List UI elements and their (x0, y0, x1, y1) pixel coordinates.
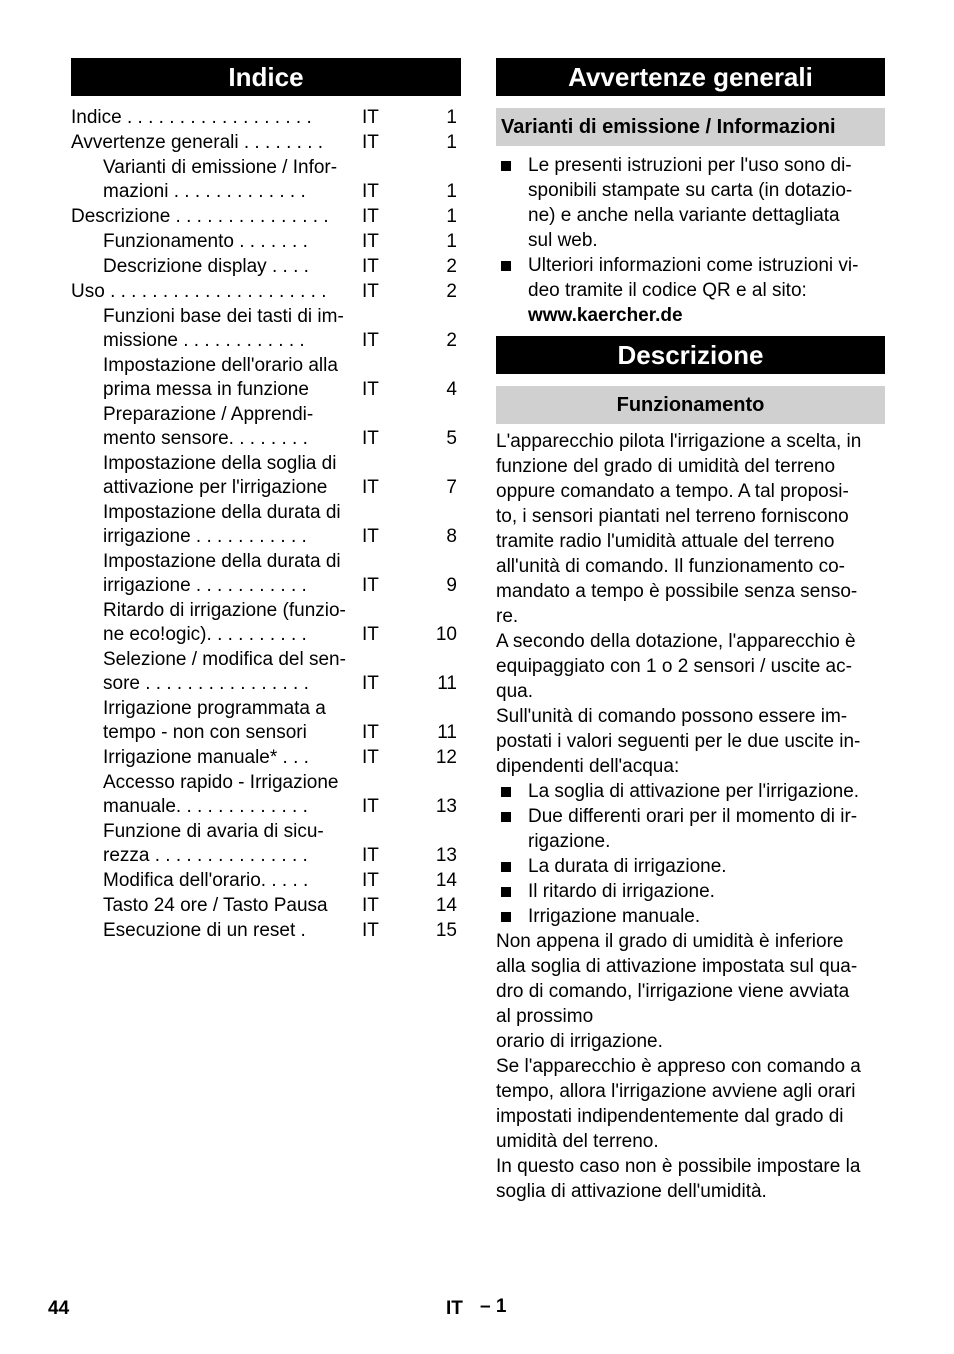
toc-entry-title: Modifica dell'orario. . . . . (103, 870, 309, 891)
page-number: 44 (48, 1298, 70, 1319)
toc-entry-page: 1 (446, 181, 457, 202)
bullet-item (496, 904, 885, 929)
square-bullet-icon (501, 912, 511, 922)
toc-entry-page: 9 (446, 575, 457, 596)
toc-entry[interactable] (71, 919, 461, 943)
bullet-text: Due differenti orari per il momento di ir- rigazione. (528, 806, 858, 852)
general-notes-list (496, 153, 885, 303)
toc-entry[interactable] (71, 599, 461, 647)
toc-entry[interactable] (71, 648, 461, 696)
right-column (496, 58, 885, 1204)
website-link[interactable]: www.kaercher.de (528, 305, 683, 326)
toc-entry-title: Preparazione / Apprendi- mento sensore. . . . . . . . (103, 404, 314, 449)
footer-page-ref: – 1 (480, 1296, 507, 1317)
toc-entry[interactable] (71, 452, 461, 500)
toc-entry-page: 10 (435, 624, 457, 645)
square-bullet-icon (501, 787, 511, 797)
toc-entry-title: Impostazione dell'orario alla prima messa in funzione (103, 355, 338, 400)
toc-entry-language: IT (362, 206, 379, 227)
paragraph: Se l'apparecchio è appreso con comando a tempo, allora l'irrigazione avviene agli orari impostati indipendentemente dal grado di umidità del terreno. (496, 1056, 861, 1152)
bullet-item (496, 854, 885, 879)
footer-language: IT (446, 1298, 463, 1319)
toc-entry[interactable] (71, 869, 461, 893)
toc-entry-title: Avvertenze generali . . . . . . . . (71, 132, 324, 153)
toc-entry-language: IT (362, 920, 379, 941)
toc-entry[interactable] (71, 894, 461, 918)
toc-entry-language: IT (362, 132, 379, 153)
toc-entry-page: 2 (446, 281, 457, 302)
settings-list (496, 779, 885, 929)
paragraph: A secondo della dotazione, l'apparecchio è equipaggiato con 1 o 2 sensori / uscite ac- qua. (496, 631, 856, 702)
bullet-item (496, 879, 885, 904)
toc-entry[interactable] (71, 255, 461, 279)
toc-entry-language: IT (362, 624, 379, 645)
toc-entry-title: Descrizione display . . . . (103, 256, 309, 277)
toc-entry-title: Esecuzione di un reset . (103, 920, 306, 941)
toc-entry[interactable] (71, 106, 461, 130)
toc-entry[interactable] (71, 501, 461, 549)
bullet-text: Il ritardo di irrigazione. (528, 881, 715, 902)
toc-entry[interactable] (71, 354, 461, 402)
toc-entry-language: IT (362, 231, 379, 252)
bullet-item (496, 153, 885, 253)
toc-entry-page: 14 (435, 870, 457, 891)
paragraph: L'apparecchio pilota l'irrigazione a scelta, in funzione del grado di umidità del terreno oppure comandato a tempo. A tal proposi- to, i sensori piantati nel terreno forniscono tramite radio l'umidità attuale del terreno all'unità di comando. Il funzionamento co- mandato a tempo è possibile senza senso- re. (496, 431, 862, 627)
description-heading: Descrizione (496, 336, 885, 374)
toc-entry-title: Funzione di avaria di sicu- rezza . . . . . . . . . . . . . . . (103, 821, 324, 866)
toc-entry-language: IT (362, 379, 379, 400)
toc-entry-title: Irrigazione manuale* . . . (103, 747, 309, 768)
toc-entry-page: 7 (446, 477, 457, 498)
description-body (496, 429, 885, 1204)
toc-entry[interactable] (71, 820, 461, 868)
toc-entry-title: Impostazione della durata di irrigazione . . . . . . . . . . . (103, 551, 341, 596)
toc-entry-language: IT (362, 747, 379, 768)
toc-entry-language: IT (362, 281, 379, 302)
toc-entry-page: 4 (446, 379, 457, 400)
toc-entry[interactable] (71, 230, 461, 254)
paragraph: Non appena il grado di umidità è inferiore alla soglia di attivazione impostata sul qua- dro di comando, l'irrigazione viene avviata al prossimo orario di irrigazione. (496, 931, 858, 1052)
toc-entry[interactable] (71, 131, 461, 155)
toc-entry-language: IT (362, 722, 379, 743)
toc-entry-page: 5 (446, 428, 457, 449)
toc-entry-title: Indice . . . . . . . . . . . . . . . . . . (71, 107, 312, 128)
toc-entry-page: 2 (446, 330, 457, 351)
toc-entry-language: IT (362, 181, 379, 202)
toc-entry-title: Accesso rapido - Irrigazione manuale. . . . . . . . . . . . . (103, 772, 339, 817)
toc-entry-language: IT (362, 107, 379, 128)
toc-entry-language: IT (362, 870, 379, 891)
toc-entry-language: IT (362, 428, 379, 449)
toc-entry-title: Irrigazione programmata a tempo - non con sensori (103, 698, 326, 743)
square-bullet-icon (501, 261, 511, 271)
table-of-contents (71, 106, 461, 943)
toc-entry-language: IT (362, 575, 379, 596)
bullet-text: La soglia di attivazione per l'irrigazione. (528, 781, 860, 802)
toc-entry-title: Ritardo di irrigazione (funzio- ne eco!ogic). . . . . . . . . . (103, 600, 346, 645)
left-column (71, 58, 461, 944)
toc-entry-page: 1 (446, 107, 457, 128)
toc-entry-page: 12 (435, 747, 457, 768)
toc-entry-title: Uso . . . . . . . . . . . . . . . . . . . . . (71, 281, 327, 302)
toc-entry[interactable] (71, 403, 461, 451)
square-bullet-icon (501, 812, 511, 822)
toc-entry[interactable] (71, 550, 461, 598)
function-subheading: Funzionamento (496, 386, 885, 424)
toc-entry-title: Tasto 24 ore / Tasto Pausa (103, 895, 328, 916)
toc-entry-language: IT (362, 330, 379, 351)
toc-entry-language: IT (362, 796, 379, 817)
toc-entry-page: 8 (446, 526, 457, 547)
toc-entry[interactable] (71, 746, 461, 770)
toc-entry-page: 13 (435, 796, 457, 817)
toc-entry-page: 14 (435, 895, 457, 916)
toc-entry[interactable] (71, 771, 461, 819)
bullet-text: La durata di irrigazione. (528, 856, 727, 877)
toc-entry-title: Funzionamento . . . . . . . (103, 231, 308, 252)
toc-entry-page: 1 (446, 132, 457, 153)
toc-entry-title: Varianti di emissione / Infor- mazioni . . . . . . . . . . . . . (103, 157, 338, 202)
bullet-item (496, 253, 885, 303)
output-variants-subheading: Varianti di emissione / Informazioni (496, 108, 885, 146)
toc-entry-language: IT (362, 895, 379, 916)
toc-entry-language: IT (362, 526, 379, 547)
toc-entry-title: Funzioni base dei tasti di im- missione . . . . . . . . . . . . (103, 306, 344, 351)
toc-entry[interactable] (71, 156, 461, 204)
index-heading: Indice (71, 58, 461, 96)
bullet-item (496, 779, 885, 804)
toc-entry-page: 1 (446, 231, 457, 252)
toc-entry-page: 13 (435, 845, 457, 866)
toc-entry-page: 1 (446, 206, 457, 227)
toc-entry-page: 11 (437, 673, 457, 694)
toc-entry-title: Selezione / modifica del sen- sore . . . . . . . . . . . . . . . . (103, 649, 346, 694)
bullet-text: Le presenti istruzioni per l'uso sono di- sponibili stampate su carta (in dotazio- ne) e anche nella variante dettagliata sul web. (528, 155, 853, 251)
toc-entry-language: IT (362, 477, 379, 498)
bullet-text: Irrigazione manuale. (528, 906, 701, 927)
toc-entry-page: 2 (446, 256, 457, 277)
toc-entry-language: IT (362, 673, 379, 694)
toc-entry-page: 15 (435, 920, 457, 941)
toc-entry-page: 11 (437, 722, 457, 743)
toc-entry[interactable] (71, 205, 461, 229)
toc-entry[interactable] (71, 697, 461, 745)
general-notes-heading: Avvertenze generali (496, 58, 885, 96)
toc-entry[interactable] (71, 305, 461, 353)
toc-entry-title: Impostazione della durata di irrigazione . . . . . . . . . . . (103, 502, 341, 547)
square-bullet-icon (501, 161, 511, 171)
paragraph: Sull'unità di comando possono essere im- postati i valori seguenti per le due uscite in- dipendenti dell'acqua: (496, 706, 861, 777)
toc-entry[interactable] (71, 280, 461, 304)
square-bullet-icon (501, 862, 511, 872)
toc-entry-language: IT (362, 256, 379, 277)
toc-entry-language: IT (362, 845, 379, 866)
bullet-item (496, 804, 885, 854)
toc-entry-title: Impostazione della soglia di attivazione per l'irrigazione (103, 453, 337, 498)
toc-entry-title: Descrizione . . . . . . . . . . . . . . . (71, 206, 329, 227)
bullet-text: Ulteriori informazioni come istruzioni vi- deo tramite il codice QR e al sito: (528, 255, 859, 301)
paragraph: In questo caso non è possibile impostare la soglia di attivazione dell'umidità. (496, 1156, 861, 1202)
square-bullet-icon (501, 887, 511, 897)
